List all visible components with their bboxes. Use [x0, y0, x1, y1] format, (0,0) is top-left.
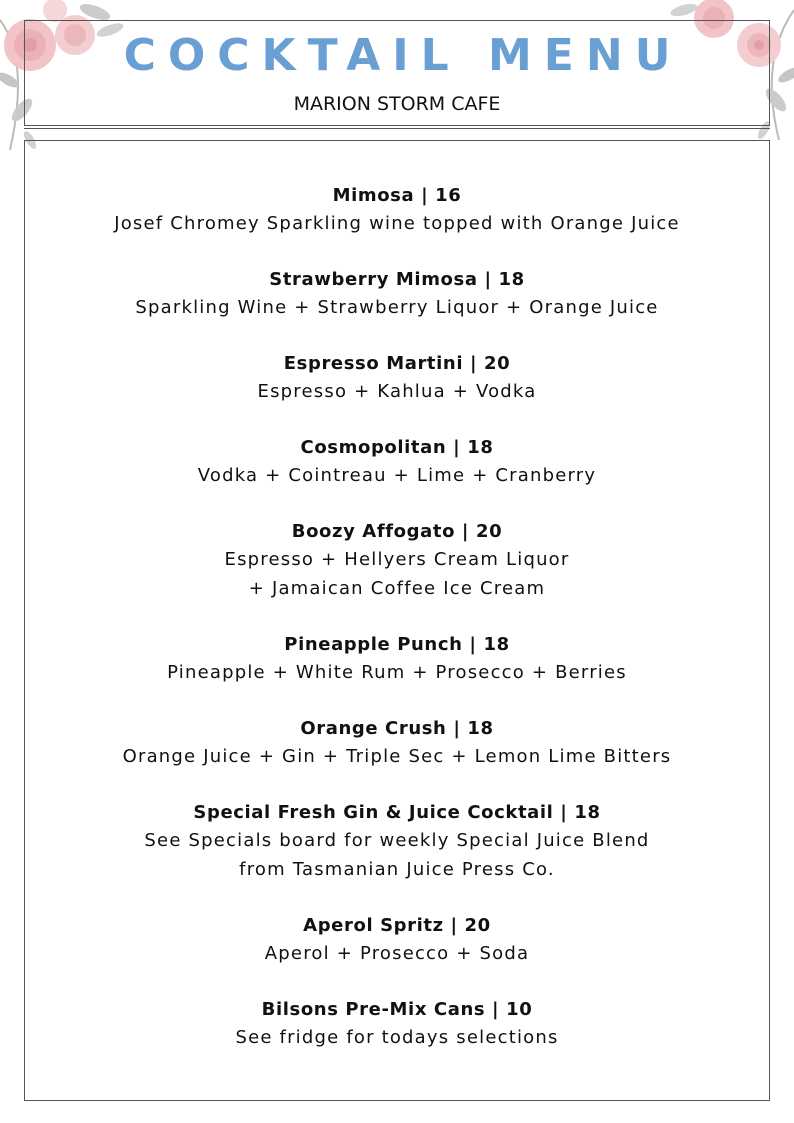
menu-item — [24, 716, 770, 771]
menu-item-description: Orange Juice + Gin + Triple Sec + Lemon Lime Bitters — [122, 746, 672, 767]
menu-item-name: Cosmopolitan | 18 — [300, 437, 494, 458]
menu-item-description: Espresso + Kahlua + Vodka — [257, 381, 537, 402]
menu-item-description: Espresso + Hellyers Cream Liquor — [224, 549, 570, 570]
menu-item — [24, 519, 770, 603]
menu-item — [24, 800, 770, 884]
menu-item-description: Aperol + Prosecco + Soda — [264, 943, 530, 964]
header-divider — [24, 128, 770, 129]
menu-item-description: from Tasmanian Juice Press Co. — [239, 859, 555, 880]
menu-item — [24, 183, 770, 238]
page-title: COCKTAIL MENU — [123, 30, 683, 81]
menu-item-description: Vodka + Cointreau + Lime + Cranberry — [197, 465, 597, 486]
menu-item — [24, 267, 770, 322]
menu-item — [24, 913, 770, 968]
menu-item — [24, 632, 770, 687]
menu-item-description: See fridge for todays selections — [235, 1027, 559, 1048]
menu-item-name: Mimosa | 16 — [332, 185, 462, 206]
menu-item-name: Orange Crush | 18 — [300, 718, 494, 739]
menu-item-description: + Jamaican Coffee Ice Cream — [248, 578, 546, 599]
menu-item-name: Boozy Affogato | 20 — [291, 521, 503, 542]
menu-item-name: Special Fresh Gin & Juice Cocktail | 18 — [193, 802, 601, 823]
menu-item-description: Josef Chromey Sparkling wine topped with Orange Juice — [114, 213, 680, 234]
menu-item-description: Pineapple + White Rum + Prosecco + Berries — [167, 662, 627, 683]
menu-list — [24, 183, 770, 1081]
menu-item-name: Bilsons Pre-Mix Cans | 10 — [261, 999, 533, 1020]
menu-item — [24, 435, 770, 490]
menu-item-description: See Specials board for weekly Special Juice Blend — [144, 830, 650, 851]
menu-item-name: Espresso Martini | 20 — [283, 353, 511, 374]
menu-item-description: Sparkling Wine + Strawberry Liquor + Orange Juice — [135, 297, 659, 318]
menu-item-name: Aperol Spritz | 20 — [303, 915, 491, 936]
menu-item-name: Strawberry Mimosa | 18 — [269, 269, 525, 290]
menu-item — [24, 997, 770, 1052]
menu-item — [24, 351, 770, 406]
cafe-name: MARION STORM CAFE — [293, 93, 501, 115]
menu-item-name: Pineapple Punch | 18 — [284, 634, 510, 655]
